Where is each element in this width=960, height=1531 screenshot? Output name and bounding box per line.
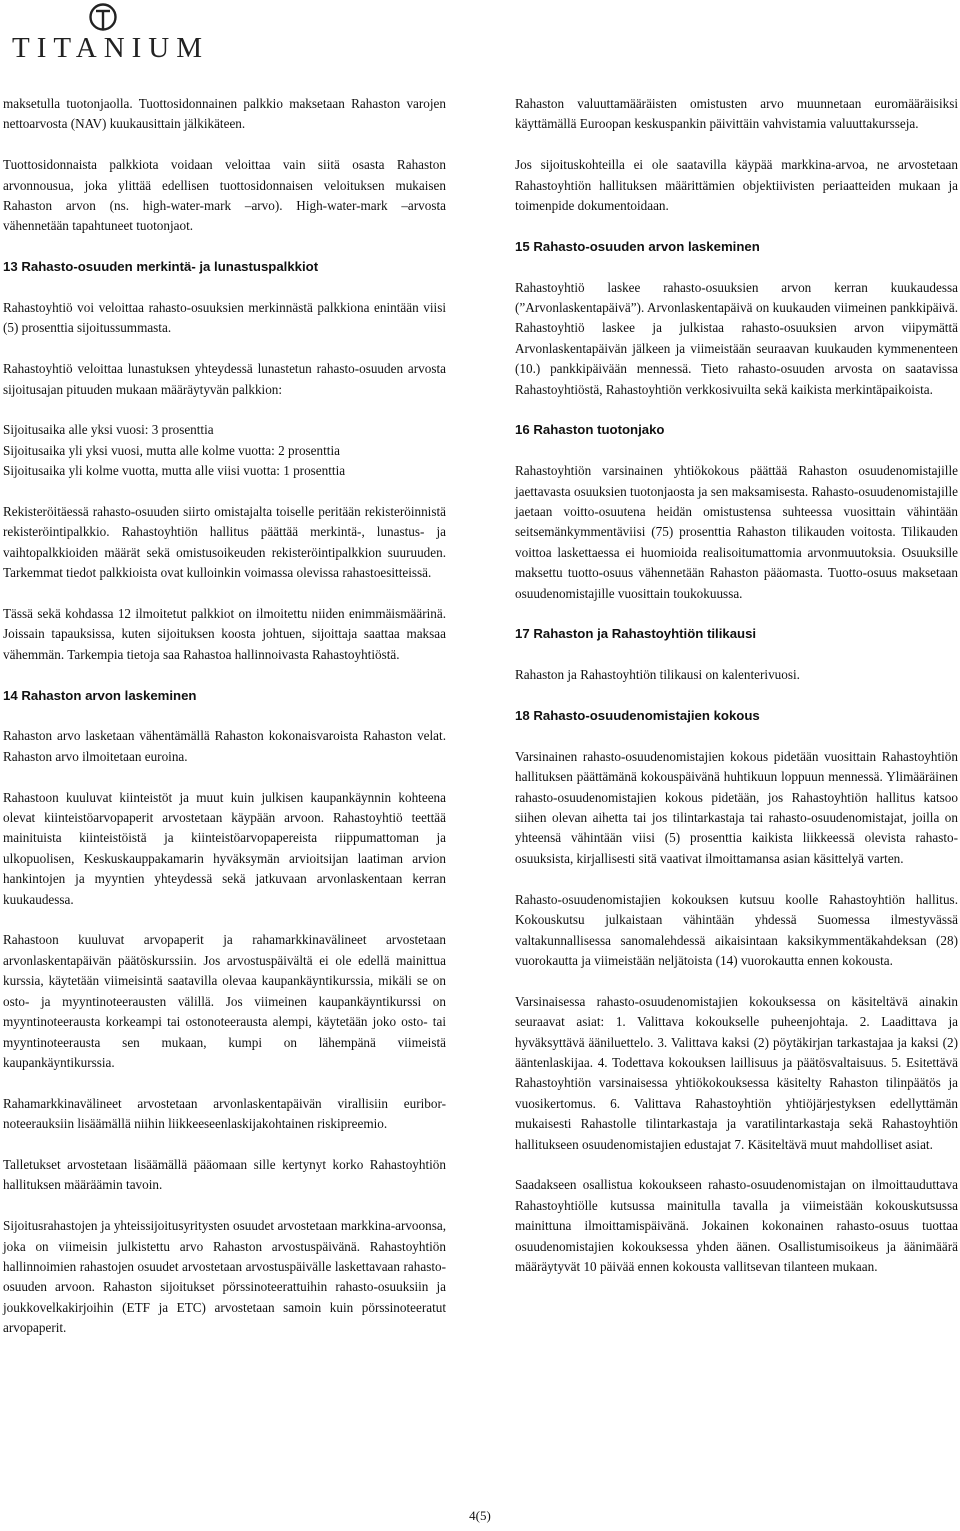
paragraph: Rahaston arvo lasketaan vähentämällä Rahaston kokonaisvaroista Rahaston velat. Rahaston arvo ilmoitetaan euroina. [3, 728, 446, 764]
section-heading-18: 18 Rahasto-osuudenomistajien kokous [515, 708, 760, 724]
paragraph: Rahaston ja Rahastoyhtiön tilikausi on kalenterivuosi. [515, 667, 800, 683]
paragraph: Varsinainen rahasto-osuudenomistajien kokous pidetään vuosittain Rahastoyhtiön hallituksen päättämänä kokouspäivänä huhtikuun loppuun mennessä. Ylimääräinen rahasto-osuudenomistajien kokous pidetään, jos Rahastoyhtiön hallitus katsoo siihen olevan aihetta tai jos tilintarkastaja tai rahasto-osuudenomistajat, joilla on yhteensä vähintään viisi (5) prosenttia kaikista liikkeessä olevista rahasto-osuuksista, kirjallisesti sitä vaativat ilmoittamansa asian käsittelyä varten. [515, 748, 958, 866]
paragraph: Sijoitusrahastojen ja yhteissijoitusyritysten osuudet arvostetaan markkina-arvoonsa, joka on viimeisin julkistettu arvo Rahaston arvostuspäivänä. Rahastoyhtiön hallinnoimien rahastojen osuudet arvostetaan arvostuspäivälle laskettavaan rahasto-osuuden arvoon. Rahaston sijoitukset pörssinoteerattuihin rahasto-osuuksiin ja joukkovelkakirjoihin (ETF ja ETC) arvostetaan samoin kuin pörssinoteeratut arvopaperit. [3, 1218, 446, 1336]
paragraph: Tuottosidonnaista palkkiota voidaan veloittaa vain siitä osasta Rahaston arvonnousua, joka ylittää edellisen tuottosidonnaisen veloituksen mukaisen Rahaston arvon (ns. high-water-mark –arvo). High-water-mark –arvosta vähennetään tapahtuneet tuotonjaot. [3, 157, 446, 234]
paragraph: Rahamarkkinavälineet arvostetaan arvonlaskentapäivän virallisiin euribor-noteerauksiin lisäämällä niihin liikkeeseenlaskijakohtainen riskipreemio. [3, 1095, 446, 1132]
paragraph: Rahastoyhtiö laskee rahasto-osuuksien arvon kerran kuukaudessa (”Arvonlaskentapäivä”). Arvonlaskentapäivä on kuukauden viimeinen pankkipäivä. Rahastoyhtiö laskee ja julkistaa rahasto-osuuksien arvon viipymättä Arvonlaskentapäivän jälkeen ja viimeistään seuraavan kuukauden kymmenenteen (10.) pankkipäivään mennessä. Tieto rahasto-osuuden arvosta on saatavissa Rahastoyhtiöstä, Rahastoyhtiön verkkosivuilta sekä kaikista merkintäpaikoista. [515, 279, 958, 397]
titanium-logo [12, 2, 210, 64]
paragraph: Rahastoyhtiö voi veloittaa rahasto-osuuksien merkinnästä palkkiona enintään viisi (5) prosenttia sijoitussummasta. [3, 300, 446, 336]
paragraph: Rahasto-osuudenomistajien kokouksen kutsuu koolle Rahastoyhtiön hallitus. Kokouskutsu julkaistaan vähintään yhdessä Suomessa ilmestyvässä valtakunnallisessa sanomalehdessä aikaisintaan kaksikymmentäkahdeksan (28) vuorokautta ja viimeistään neljätoista (14) vuorokautta ennen kokousta. [515, 891, 958, 968]
paragraph: Rahastoyhtiön varsinainen yhtiökokous päättää Rahaston osuudenomistajille jaettavasta osuuksien tuotonjaosta ja sen maksamisesta. Rahasto-osuudenomistajille jaetaan voitto-osuutena heidän omistustensa suhteessa vuosittain vähintään seitsemänkymmentäviisi (75) prosenttia Rahaston tilikauden voitosta. Tilikauden voittoa laskettaessa ei huomioida realisoitumattomia arvonmuutoksia. Osuuksille maksettu tuotto-osuus vähennetään Rahaston pääomasta. Tuotto-osuus maksetaan osuudenomistajille vuosittain toukokuussa. [515, 463, 958, 601]
paragraph: Rahastoon kuuluvat kiinteistöt ja muut kuin julkisen kaupankäynnin kohteena olevat kiinteistöarvopaperit arvostetaan käypään arvoon. Rahastoyhtiö teettää mainituista kiinteistöistä ja kiinteistöarvopapereista riippumattoman ja ulkopuolisen, Keskuskauppakamarin hyväksymän arvioitsijan laatiman arvion hankintojen ja myyntien yhteydessä sekä jatkuvaan arvonlaskentaan kerran kuukaudessa. [3, 789, 446, 907]
logo-text: TITANIUM [12, 32, 210, 64]
section-heading-14: 14 Rahaston arvon laskeminen [3, 687, 197, 703]
paragraph: Saadakseen osallistua kokoukseen rahasto-osuudenomistajan on ilmoittauduttava Rahastoyhtiölle kutsussa mainitulla tavalla ja viimeistään kokouskutsussa mainittuna ilmoittamispäivänä. Jokainen kokonainen rahasto-osuus tuottaa osuudenomistajien kokouksessa yhden äänen. Osallistumisoikeus ja äänimäärä määräytyvät 10 päivää ennen kokousta vallitsevan tilanteen mukaan. [515, 1177, 958, 1274]
titanium-logo-icon [88, 2, 118, 32]
paragraph: Rahastoyhtiö veloittaa lunastuksen yhteydessä lunastetun rahasto-osuuden arvosta sijoitusajan pituuden mukaan määräytyvän palkkion: [3, 361, 446, 397]
page-number: 4(5) [469, 1508, 491, 1523]
paragraph: Rahaston valuuttamääräisten omistusten arvo muunnetaan euromääräisiksi käyttämällä Euroopan keskuspankin päivittäin vahvistamia valuuttakursseja. [515, 96, 958, 132]
paragraph: Jos sijoituskohteilla ei ole saatavilla käypää markkina-arvoa, ne arvostetaan Rahastoyhtiön hallituksen määrittämien objektiivisten periaatteiden mukaan ja toimenpide dokumentoidaan. [515, 157, 958, 214]
fee-list-item: Sijoitusaika yli kolme vuotta, mutta alle viisi vuotta: 1 prosenttia [3, 463, 346, 479]
right-column [515, 94, 958, 1298]
paragraph: Rahastoon kuuluvat arvopaperit ja rahamarkkinavälineet arvostetaan arvonlaskentapäivän päätöskurssiin. Jos arvostuspäivältä ei ole edellä mainittua kurssia, käytetään viimeisintä saatavilla olevaa kaupankäyntikurssia, mikäli se on osto- ja myyntinoteerausten välillä. Jos viimeinen kaupankäyntikurssi on myyntinoteerausta korkeampi tai ostonoteerausta alempi, käytetään joko osto- tai myyntinoteerausta sen mukaan, kumpi on lähempänä viimeistä kaupankäyntikurssia. [3, 932, 446, 1070]
section-heading-17: 17 Rahaston ja Rahastoyhtiön tilikausi [515, 626, 757, 642]
section-heading-13: 13 Rahasto-osuuden merkintä- ja lunastuspalkkiot [3, 259, 319, 275]
paragraph: Varsinaisessa rahasto-osuudenomistajien kokouksessa on käsiteltävä ainakin seuraavat asiat: 1. Valittava kokoukselle puheenjohtaja. 2. Laadittava ja hyväksyttävä ääniluettelo. 3. Valittava kaksi (2) pöytäkirjan tarkastajaa ja kaksi (2) ääntenlaskijaa. 4. Todettava kokouksen laillisuus ja päätösvaltaisuus. 5. Esitettävä Rahastoyhtiön varsinaisessa yhtiökokouksessa käsitelty Rahaston tilinpäätös ja vuosikertomus. 6. Valittava Rahastoyhtiön yhtiöjärjestyksen edellyttämän mukaisesti Rahastolle tilintarkastaja ja varatilintarkastaja sekä Rahastoyhtiön hallitukseen osuudenomistajien edustajat 7. Käsiteltävä muut mahdolliset asiat. [515, 993, 958, 1152]
paragraph: Rekisteröitäessä rahasto-osuuden siirto omistajalta toiselle peritään rekisteröinnistä rekisteröintipalkkio. Rahastoyhtiön hallitus päättää merkintä-, lunastus- ja vaihtopalkkioiden määrät sekä omistusoikeuden rekisteröintipalkkion suuruuden. Tarkemmat tiedot palkkioista ovat kulloinkin voimassa olevissa rahastoesitteissä. [3, 504, 446, 581]
paragraph: Talletukset arvostetaan lisäämällä pääomaan sille kertynyt korko Rahastoyhtiön hallituksen määräämin tavoin. [3, 1156, 446, 1193]
paragraph: Tässä sekä kohdassa 12 ilmoitetut palkkiot on ilmoitettu niiden enimmäismäärinä. Joissain tapauksissa, kuten sijoituksen koosta johtuen, sijoittaja saattaa maksaa vähemmän. Tarkempia tietoja saa Rahastoa hallinnoivasta Rahastoyhtiöstä. [3, 606, 446, 662]
fee-list-item: Sijoitusaika alle yksi vuosi: 3 prosenttia [3, 422, 214, 438]
section-heading-15: 15 Rahasto-osuuden arvon laskeminen [515, 238, 760, 254]
paragraph: maksetulla tuotonjaolla. Tuottosidonnainen palkkio maksetaan Rahaston varojen nettoarvosta (NAV) kuukausittain jälkikäteen. [3, 96, 446, 132]
section-heading-16: 16 Rahaston tuotonjako [515, 422, 665, 438]
left-column [3, 94, 446, 1359]
fee-list-item: Sijoitusaika yli yksi vuosi, mutta alle kolme vuotta: 2 prosenttia [3, 442, 340, 458]
